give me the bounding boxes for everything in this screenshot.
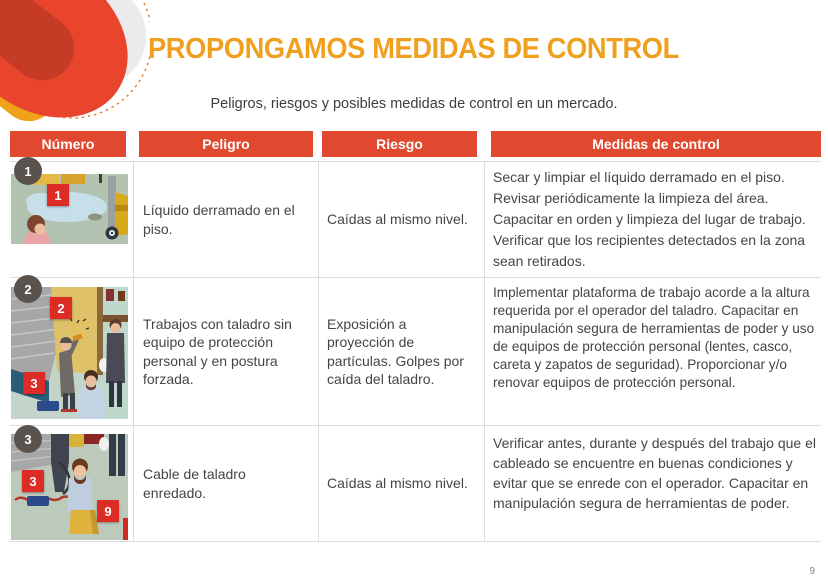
medidas-text: Secar y limpiar el líquido derramado en el piso. Revisar periódicamente la limpieza del área. Capacitar en orden y limpieza del lugar de trabajo. Verificar que los recipientes detectados en la zona sean retirados. <box>493 169 806 269</box>
page-subtitle: Peligros, riesgos y posibles medidas de control en un mercado. <box>210 96 618 112</box>
peligro-cell <box>133 162 318 277</box>
riesgo-text: Caídas al mismo nivel. <box>327 211 468 228</box>
peligro-text: Cable de taladro enredado. <box>143 466 246 501</box>
numero-cell-3 <box>10 426 133 541</box>
table-header-row <box>10 131 821 157</box>
peligro-text: Trabajos con taladro sin equipo de protección personal y en postura forzada. <box>143 315 292 387</box>
header-riesgo: Riesgo <box>322 131 477 157</box>
peligro-cell <box>133 426 318 541</box>
riesgo-cell <box>318 278 484 425</box>
medidas-cell <box>484 162 821 277</box>
table-row <box>10 426 821 542</box>
header-numero: Número <box>10 131 126 157</box>
image-number-tag: 9 <box>97 500 119 522</box>
row-number-badge: 3 <box>14 425 42 453</box>
peligro-cell <box>133 278 318 425</box>
header-medidas: Medidas de control <box>491 131 821 157</box>
medidas-cell <box>484 426 821 541</box>
page-title: PROPONGAMOS MEDIDAS DE CONTROL <box>148 33 679 65</box>
image-number-tag: 2 <box>50 297 72 319</box>
image-number-tag: 3 <box>23 372 45 394</box>
numero-cell-2 <box>10 278 133 425</box>
row-number-badge: 2 <box>14 275 42 303</box>
numero-cell-1 <box>10 162 133 277</box>
page-number: 9 <box>809 566 815 577</box>
riesgo-text: Caídas al mismo nivel. <box>327 475 468 492</box>
table-row <box>10 162 821 278</box>
medidas-text: Implementar plataforma de trabajo acorde a la altura requerida por el operador del taladro. Capacitar en manipulación segura de herramientas de poder y uso de equipos de protección personal (lentes, casco, careta y zapatos de seguridad). Proporcionar y/o renovar equipos de protección personal. <box>493 285 815 391</box>
hazards-table <box>10 131 821 542</box>
riesgo-cell <box>318 426 484 541</box>
peligro-text: Líquido derramado en el piso. <box>143 202 295 237</box>
riesgo-text: Exposición a proyección de partículas. Golpes por caída del taladro. <box>327 315 464 387</box>
riesgo-cell <box>318 162 484 277</box>
row-number-badge: 1 <box>14 157 42 185</box>
table-row <box>10 278 821 426</box>
image-number-tag: 1 <box>47 184 69 206</box>
image-number-tag: 3 <box>22 470 44 492</box>
medidas-text: Verificar antes, durante y después del trabajo que el cableado se encuentre en buenas condiciones y evitar que se enrede con el operador. Capacitar en manipulación segura de herramientas de poder. <box>493 435 816 512</box>
table-body <box>10 161 821 542</box>
corner-blob-decoration <box>0 0 150 135</box>
header-peligro: Peligro <box>139 131 313 157</box>
medidas-cell <box>484 278 821 425</box>
